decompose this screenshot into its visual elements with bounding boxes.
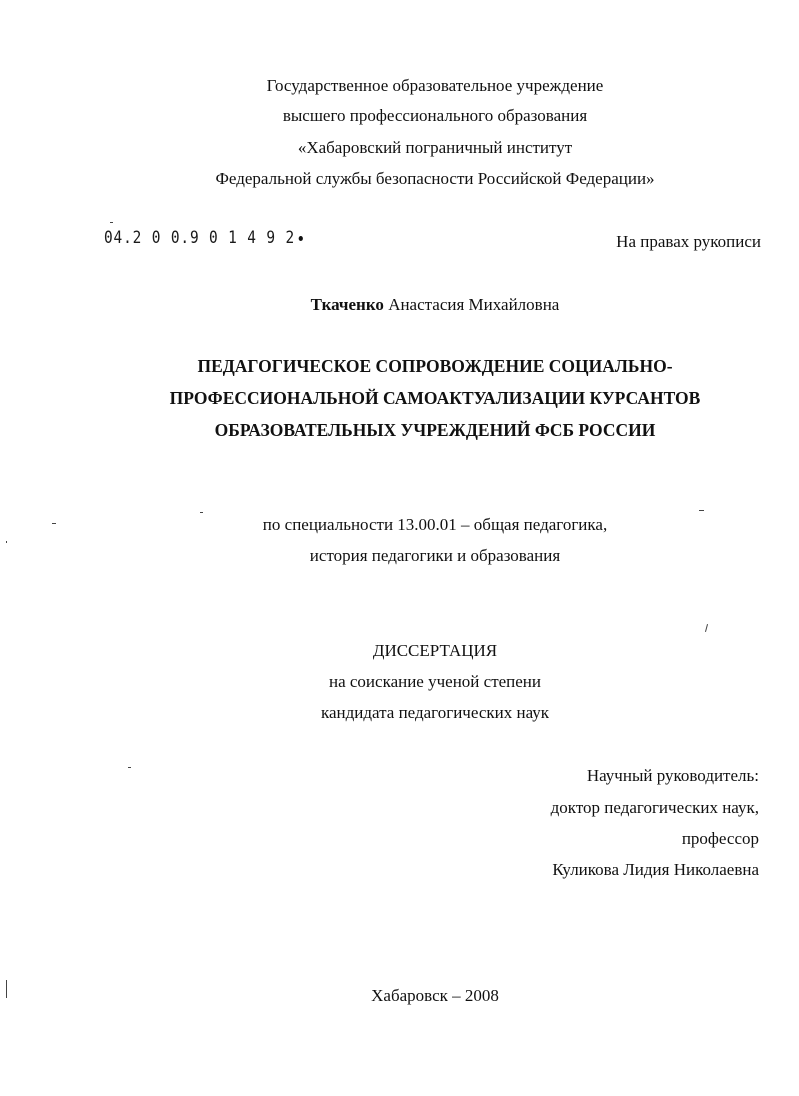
- city-year: Хабаровск – 2008: [371, 986, 499, 1005]
- work-type-line-1: на соискание ученой степени: [328, 672, 542, 691]
- author-surname: Ткаченко: [310, 295, 384, 314]
- institution-line-3: «Хабаровский пограничный институт: [297, 138, 573, 157]
- scan-speck: [52, 523, 56, 524]
- specialty-line-1: по специальности 13.00.01 – общая педагогика,: [262, 515, 608, 534]
- author-given-names: Анастасия Михайловна: [383, 295, 560, 314]
- work-type-heading: ДИССЕРТАЦИЯ: [372, 641, 498, 660]
- title-line-3: ОБРАЗОВАТЕЛЬНЫХ УЧРЕЖДЕНИЙ ФСБ РОССИИ: [214, 420, 656, 440]
- title-line-1: ПЕДАГОГИЧЕСКОЕ СОПРОВОЖДЕНИЕ СОЦИАЛЬНО-: [197, 356, 673, 376]
- author-name: [0, 294, 799, 316]
- title-line-2: ПРОФЕССИОНАЛЬНОЙ САМОАКТУАЛИЗАЦИИ КУРСАНТОВ: [169, 388, 701, 408]
- scan-speck: [699, 510, 704, 511]
- scan-speck: [128, 767, 131, 768]
- supervisor-rank: профессор: [681, 829, 759, 848]
- scan-speck: [6, 980, 7, 998]
- registry-stamp: [104, 228, 303, 248]
- manuscript-rights: На правах рукописи: [616, 232, 761, 251]
- registry-number: 04.2 0 0.9 0 1 4 9 2: [104, 228, 295, 248]
- supervisor-label: Научный руководитель:: [586, 766, 759, 785]
- scan-speck: [200, 512, 203, 513]
- work-type-line-2: кандидата педагогических наук: [320, 703, 550, 722]
- supervisor-name: Куликова Лидия Николаевна: [552, 860, 759, 879]
- supervisor-degree: доктор педагогических наук,: [550, 798, 759, 817]
- stamp-dot-icon: [298, 236, 302, 241]
- specialty-line-2: история педагогики и образования: [309, 546, 561, 565]
- institution-line-4: Федеральной службы безопасности Российской Федерации»: [215, 169, 655, 188]
- scan-speck: [6, 541, 7, 543]
- scan-speck: [110, 222, 113, 223]
- scan-speck: [705, 624, 708, 632]
- institution-line-1: Государственное образовательное учреждение: [266, 76, 604, 95]
- institution-line-2: высшего профессионального образования: [282, 106, 588, 125]
